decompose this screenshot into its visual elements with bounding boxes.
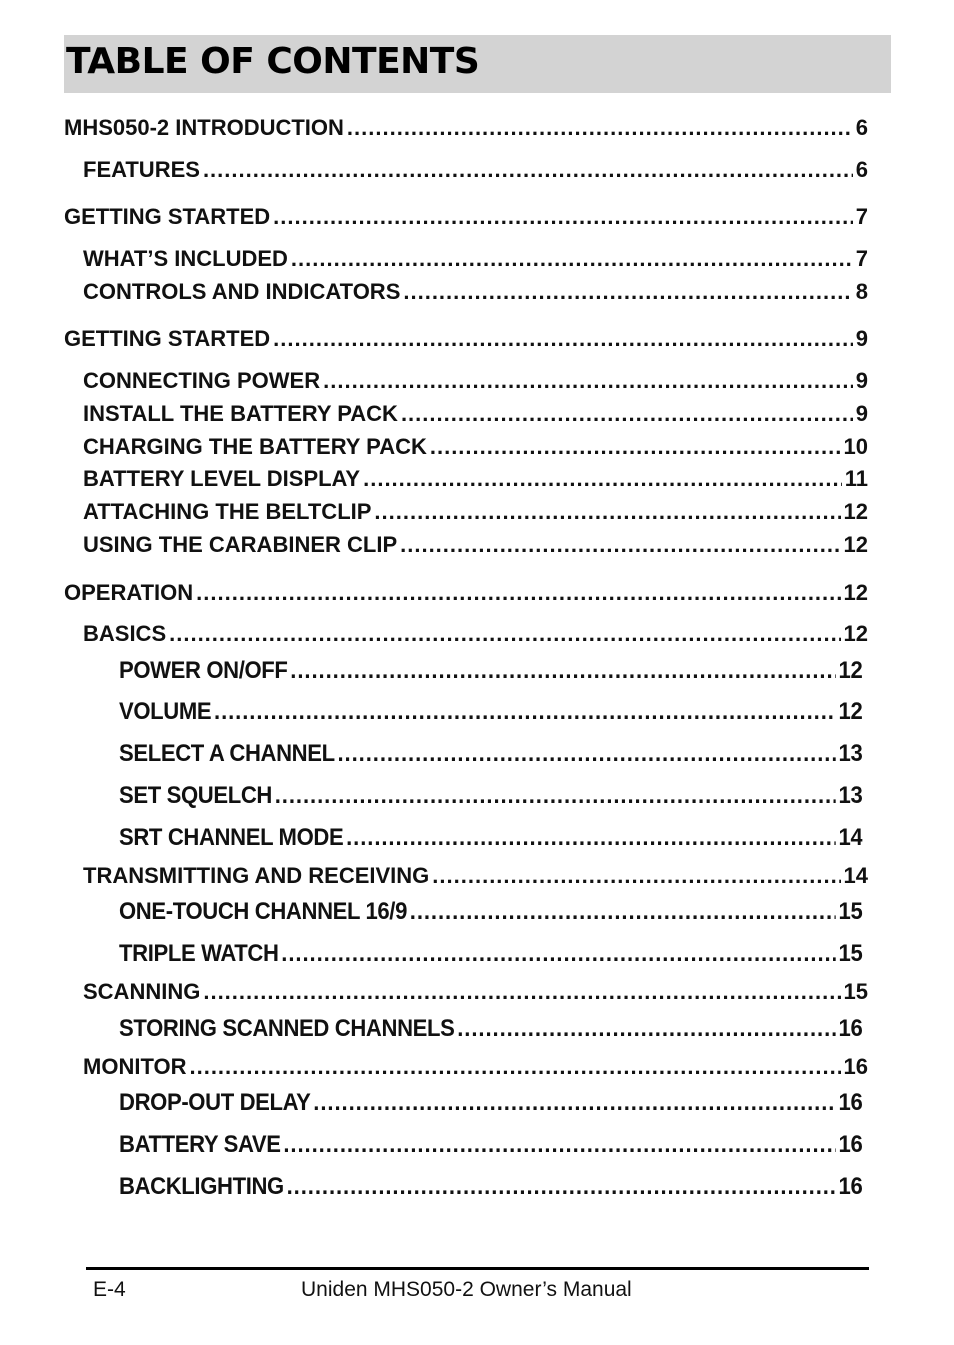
dot-leader xyxy=(283,1128,835,1162)
toc-entry-set-squelch[interactable] xyxy=(119,779,862,813)
toc-entry-label: MONITOR xyxy=(83,1054,187,1079)
toc-entry-srt-channel-mode[interactable] xyxy=(119,821,862,855)
toc-entry-page: 16 xyxy=(843,1054,868,1079)
dot-leader xyxy=(403,277,852,307)
dot-leader xyxy=(323,366,853,396)
toc-entry-label: ONE-TOUCH CHANNEL 16/9 xyxy=(119,898,408,925)
dot-leader xyxy=(273,324,853,354)
toc-entry-label: USING THE CARABINER CLIP xyxy=(83,532,398,557)
toc-entry-basics[interactable] xyxy=(83,619,868,649)
dot-leader xyxy=(281,937,835,971)
toc-entry-label: STORING SCANNED CHANNELS xyxy=(119,1015,455,1042)
toc-entry-label: SRT CHANNEL MODE xyxy=(119,824,344,851)
toc-entry-attaching-the-beltclip[interactable] xyxy=(83,497,868,527)
dot-leader xyxy=(347,113,853,143)
toc-entry-page: 7 xyxy=(855,246,868,271)
dot-leader xyxy=(203,155,853,185)
toc-entry-page: 9 xyxy=(855,368,868,393)
dot-leader xyxy=(346,821,836,855)
toc-entry-features[interactable] xyxy=(83,155,868,185)
dot-leader xyxy=(290,654,835,688)
toc-entry-page: 8 xyxy=(855,279,868,304)
toc-entry-controls-and-indicators[interactable] xyxy=(83,277,868,307)
toc-entry-page: 13 xyxy=(838,782,863,809)
toc-entry-label: TRANSMITTING AND RECEIVING xyxy=(83,863,430,888)
toc-entry-page: 9 xyxy=(855,401,868,426)
toc-entry-label: ATTACHING THE BELTCLIP xyxy=(83,499,372,524)
toc-entry-page: 11 xyxy=(844,466,868,491)
dot-leader xyxy=(273,202,853,232)
toc-entry-page: 6 xyxy=(855,115,868,140)
footer-divider xyxy=(86,1267,869,1270)
toc-entry-page: 12 xyxy=(843,621,868,646)
footer-manual-title: Uniden MHS050-2 Owner’s Manual xyxy=(301,1278,632,1301)
dot-leader xyxy=(410,895,836,929)
dot-leader xyxy=(363,464,842,494)
toc-entry-page: 7 xyxy=(855,204,868,229)
toc-entry-label: FEATURES xyxy=(83,157,200,182)
toc-entry-label: POWER ON/OFF xyxy=(119,657,288,684)
dot-leader xyxy=(313,1086,835,1120)
toc-entry-label: CHARGING THE BATTERY PACK xyxy=(83,434,427,459)
dot-leader xyxy=(203,977,840,1007)
toc-entry-page: 15 xyxy=(838,940,863,967)
toc-entry-battery-level-display[interactable] xyxy=(83,464,868,494)
dot-leader xyxy=(338,737,836,771)
dot-leader xyxy=(430,432,841,462)
title-bar xyxy=(64,35,891,93)
toc-entry-page: 12 xyxy=(838,657,863,684)
toc-entry-select-a-channel[interactable] xyxy=(119,737,862,771)
toc-entry-getting-started[interactable] xyxy=(64,202,868,232)
dot-leader xyxy=(287,1170,836,1204)
toc-entry-backlighting[interactable] xyxy=(119,1170,862,1204)
toc-entry-scanning[interactable] xyxy=(83,977,868,1007)
toc-entry-label: SET SQUELCH xyxy=(119,782,272,809)
toc-entry-page: 16 xyxy=(838,1089,863,1116)
toc-entry-label: BACKLIGHTING xyxy=(119,1173,284,1200)
footer-page-number: E-4 xyxy=(93,1278,126,1301)
toc-entry-label: DROP-OUT DELAY xyxy=(119,1089,311,1116)
toc-entry-storing-scanned-channels[interactable] xyxy=(119,1012,862,1046)
toc-entry-label: SELECT A CHANNEL xyxy=(119,740,335,767)
toc-entry-page: 12 xyxy=(843,532,868,557)
toc-entry-power-on-off[interactable] xyxy=(119,654,862,688)
dot-leader xyxy=(275,779,836,813)
toc-entry-page: 15 xyxy=(843,979,868,1004)
toc-entry-page: 16 xyxy=(838,1131,863,1158)
toc-entry-getting-started-2[interactable] xyxy=(64,324,868,354)
toc-entry-monitor[interactable] xyxy=(83,1052,868,1082)
toc-entry-label: BATTERY LEVEL DISPLAY xyxy=(83,466,361,491)
dot-leader xyxy=(214,695,836,729)
toc-entry-page: 12 xyxy=(843,499,868,524)
dot-leader xyxy=(401,399,853,429)
toc-entry-label: GETTING STARTED xyxy=(64,326,271,351)
toc-entry-page: 6 xyxy=(855,157,868,182)
dot-leader xyxy=(374,497,840,527)
toc-entry-transmitting-and-receiving[interactable] xyxy=(83,861,868,891)
toc-entry-volume[interactable] xyxy=(119,695,862,729)
toc-entry-label: VOLUME xyxy=(119,698,212,725)
dot-leader xyxy=(457,1012,836,1046)
toc-entry-page: 16 xyxy=(838,1015,863,1042)
toc-entry-whats-included[interactable] xyxy=(83,244,868,274)
dot-leader xyxy=(432,861,840,891)
toc-entry-page: 13 xyxy=(838,740,863,767)
toc-entry-page: 10 xyxy=(843,434,868,459)
toc-entry-battery-save[interactable] xyxy=(119,1128,862,1162)
toc-entry-page: 14 xyxy=(843,863,868,888)
toc-entry-label: OPERATION xyxy=(64,580,194,605)
toc-entry-connecting-power[interactable] xyxy=(83,366,868,396)
toc-entry-page: 12 xyxy=(843,580,868,605)
toc-entry-page: 16 xyxy=(838,1173,863,1200)
dot-leader xyxy=(189,1052,840,1082)
page-title: TABLE OF CONTENTS xyxy=(66,41,480,82)
toc-entry-label: GETTING STARTED xyxy=(64,204,271,229)
dot-leader xyxy=(291,244,853,274)
toc-entry-label: CONNECTING POWER xyxy=(83,368,321,393)
toc-entry-label: SCANNING xyxy=(83,979,201,1004)
toc-entry-mhs050-2-introduction[interactable] xyxy=(64,113,868,143)
toc-entry-drop-out-delay[interactable] xyxy=(119,1086,862,1120)
toc-entry-page: 15 xyxy=(838,898,863,925)
toc-entry-triple-watch[interactable] xyxy=(119,937,862,971)
toc-entry-label: CONTROLS AND INDICATORS xyxy=(83,279,401,304)
toc-entry-operation[interactable] xyxy=(64,578,868,608)
toc-entry-one-touch-channel-16-9[interactable] xyxy=(119,895,862,929)
toc-entry-using-the-carabiner-clip[interactable] xyxy=(83,530,868,560)
toc-entry-charging-the-battery-pack[interactable] xyxy=(83,432,868,462)
toc-entry-label: INSTALL THE BATTERY PACK xyxy=(83,401,398,426)
dot-leader xyxy=(169,619,840,649)
toc-entry-label: MHS050-2 INTRODUCTION xyxy=(64,115,344,140)
toc-entry-label: WHAT’S INCLUDED xyxy=(83,246,288,271)
toc-entry-label: TRIPLE WATCH xyxy=(119,940,279,967)
toc-entry-label: BATTERY SAVE xyxy=(119,1131,281,1158)
dot-leader xyxy=(196,578,840,608)
dot-leader xyxy=(400,530,840,560)
toc-entry-page: 14 xyxy=(838,824,863,851)
toc-entry-install-the-battery-pack[interactable] xyxy=(83,399,868,429)
toc-entry-page: 9 xyxy=(855,326,868,351)
toc-entry-page: 12 xyxy=(838,698,863,725)
toc-entry-label: BASICS xyxy=(83,621,167,646)
